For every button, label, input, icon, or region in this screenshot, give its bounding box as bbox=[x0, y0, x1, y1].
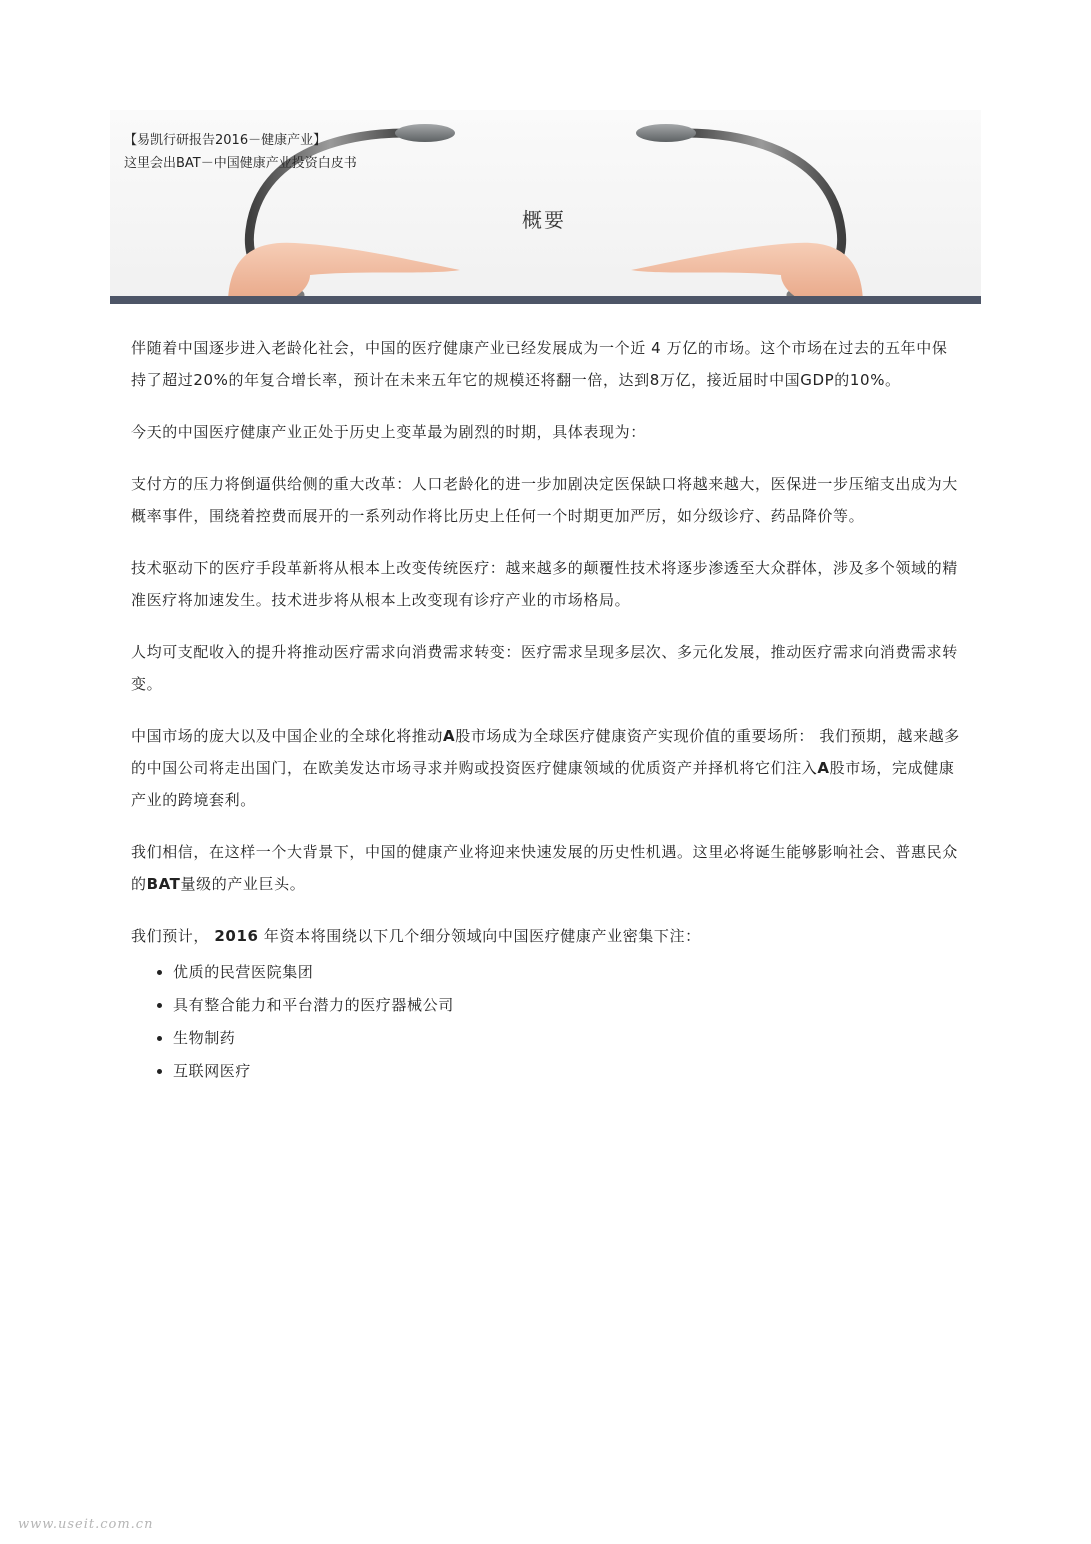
paragraph-technology: 技术驱动下的医疗手段革新将从根本上改变传统医疗：越来越多的颠覆性技术将逐步渗透至大众群体，涉及多个领域的精准医疗将加速发生。技术进步将从根本上改变现有诊疗产业的市场格局。 bbox=[131, 559, 958, 609]
paragraph-payer-pressure: 支付方的压力将倒逼供给侧的重大改革：人口老龄化的进一步加剧决定医保缺口将越来越大，医保进一步压缩支出成为大概率事件，围绕着控费而展开的一系列动作将比历史上任何一个时期更加严厉，如分级诊疗、药品降价等。 bbox=[131, 475, 958, 525]
paragraph-market-size: 伴随着中国逐步进入老龄化社会，中国的医疗健康产业已经发展成为一个近 4 万亿的市场。这个市场在过去的五年中保持了超过20%的年复合增长率，预计在未来五年它的规模还将翻一倍，达到8万亿，接近届时中国GDP的10%。 bbox=[131, 339, 948, 389]
list-item: 优质的民营医院集团 bbox=[151, 956, 961, 989]
site-watermark: www.useit.com.cn bbox=[18, 1517, 154, 1532]
paragraph-transformation: 今天的中国医疗健康产业正处于历史上变革最为剧烈的时期，具体表现为： bbox=[131, 423, 646, 441]
list-item: 生物制药 bbox=[151, 1022, 961, 1055]
main-content bbox=[131, 332, 961, 1088]
banner-rule bbox=[110, 296, 981, 304]
report-subtitle: 这里会出BAT－中国健康产业投资白皮书 bbox=[124, 156, 357, 171]
paragraph-2016-forecast: 我们预计， 2016 年资本将围绕以下几个细分领域向中国医疗健康产业密集下注： bbox=[131, 927, 701, 945]
paragraph-bat-giants: 我们相信，在这样一个大背景下，中国的健康产业将迎来快速发展的历史性机遇。这里必将诞生能够影响社会、普惠民众的BAT量级的产业巨头。 bbox=[131, 843, 958, 893]
list-item: 互联网医疗 bbox=[151, 1055, 961, 1088]
section-title: 概要 bbox=[522, 208, 566, 232]
paragraph-a-share-market: 中国市场的庞大以及中国企业的全球化将推动A股市场成为全球医疗健康资产实现价值的重要场所： 我们预期，越来越多的中国公司将走出国门，在欧美发达市场寻求并购或投资医疗健康领域的优质资产并择机将它们注入A股市场，完成健康产业的跨境套利。 bbox=[131, 727, 960, 809]
investment-focus-list bbox=[131, 956, 961, 1088]
report-series-label: 【易凯行研报告2016－健康产业】 bbox=[124, 133, 327, 148]
paragraph-consumption: 人均可支配收入的提升将推动医疗需求向消费需求转变：医疗需求呈现多层次、多元化发展，推动医疗需求向消费需求转变。 bbox=[131, 643, 958, 693]
list-item: 具有整合能力和平台潜力的医疗器械公司 bbox=[151, 989, 961, 1022]
